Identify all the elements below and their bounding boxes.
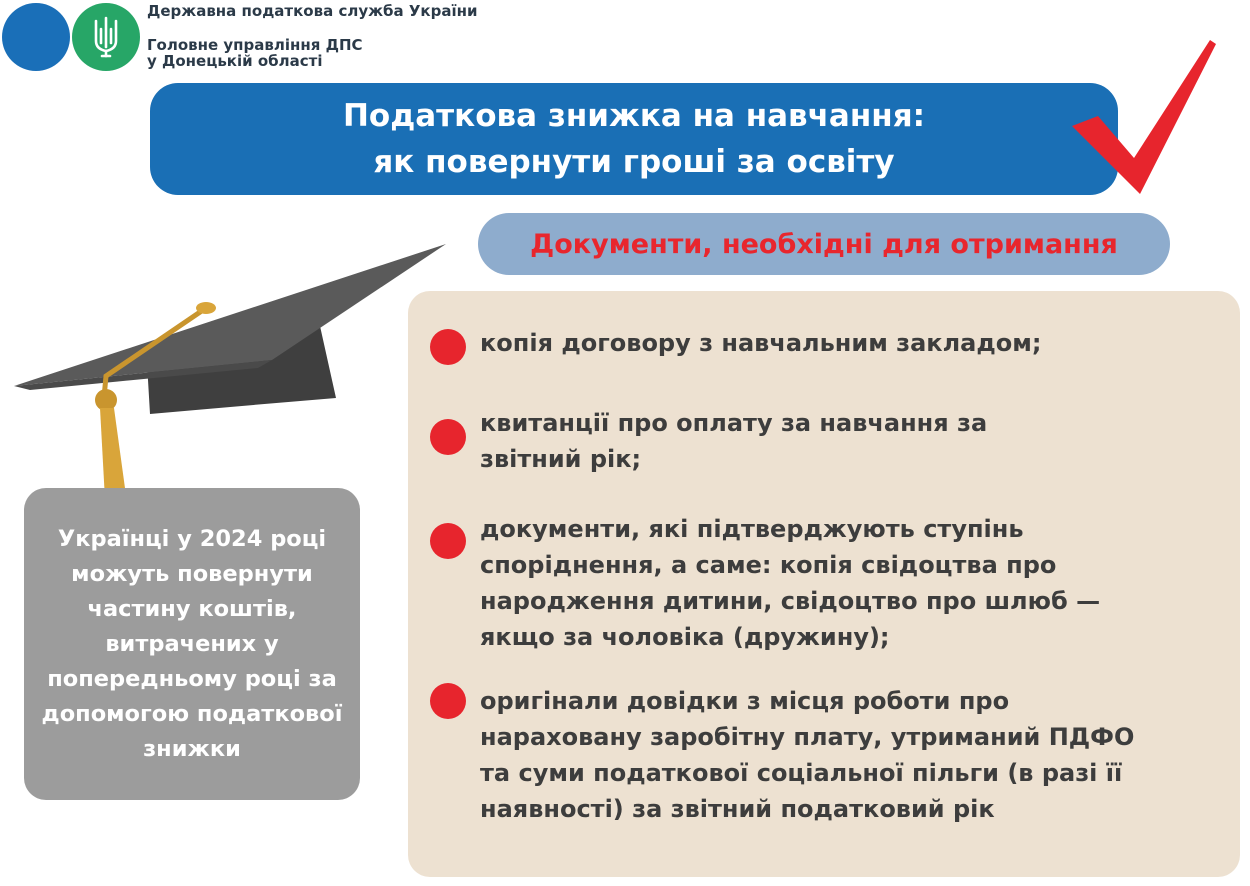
- red-dot-bullet-icon: [430, 419, 466, 455]
- checkmark-icon: [1068, 38, 1218, 198]
- document-text: копія договору з навчальним закладом;: [480, 329, 1042, 357]
- info-box: [24, 488, 360, 800]
- trident-emblem-icon: [91, 15, 121, 59]
- office-line-1: Головне управління ДПС: [147, 36, 363, 54]
- red-dot-bullet-icon: [430, 683, 466, 719]
- red-dot-bullet-icon: [430, 523, 466, 559]
- subtitle-pill: [478, 213, 1170, 275]
- document-text: оригінали довідки з місця роботи про нараховану заробітну плату, утриманий ПДФО та суми податкової соціальної пільги (в разі її наявності) за звітний податковий рік: [480, 687, 1135, 823]
- title-line-2: як повернути гроші за освіту: [373, 144, 895, 180]
- title-banner: [150, 83, 1118, 195]
- document-text: квитанції про оплату за навчання за звітний рік;: [480, 409, 988, 473]
- logo-green-circle: [72, 3, 140, 71]
- logo-blue-circle: [2, 3, 70, 71]
- office-line-2: у Донецькій області: [147, 52, 323, 70]
- title-line-1: Податкова знижка на навчання:: [342, 98, 925, 134]
- documents-panel: [408, 291, 1240, 877]
- red-dot-bullet-icon: [430, 329, 466, 365]
- info-text: Українці у 2024 році можуть повернути частину коштів, витрачених у попередньому році за допомогою податкової знижки: [41, 525, 343, 762]
- document-text: документи, які підтверджують ступінь споріднення, а саме: копія свідоцтва про народження дитини, свідоцтво про шлюб — якщо за чоловіка (дружину);: [480, 515, 1101, 651]
- subtitle-text: Документи, необхідні для отримання: [530, 228, 1118, 260]
- org-name: Державна податкова служба України: [147, 2, 478, 20]
